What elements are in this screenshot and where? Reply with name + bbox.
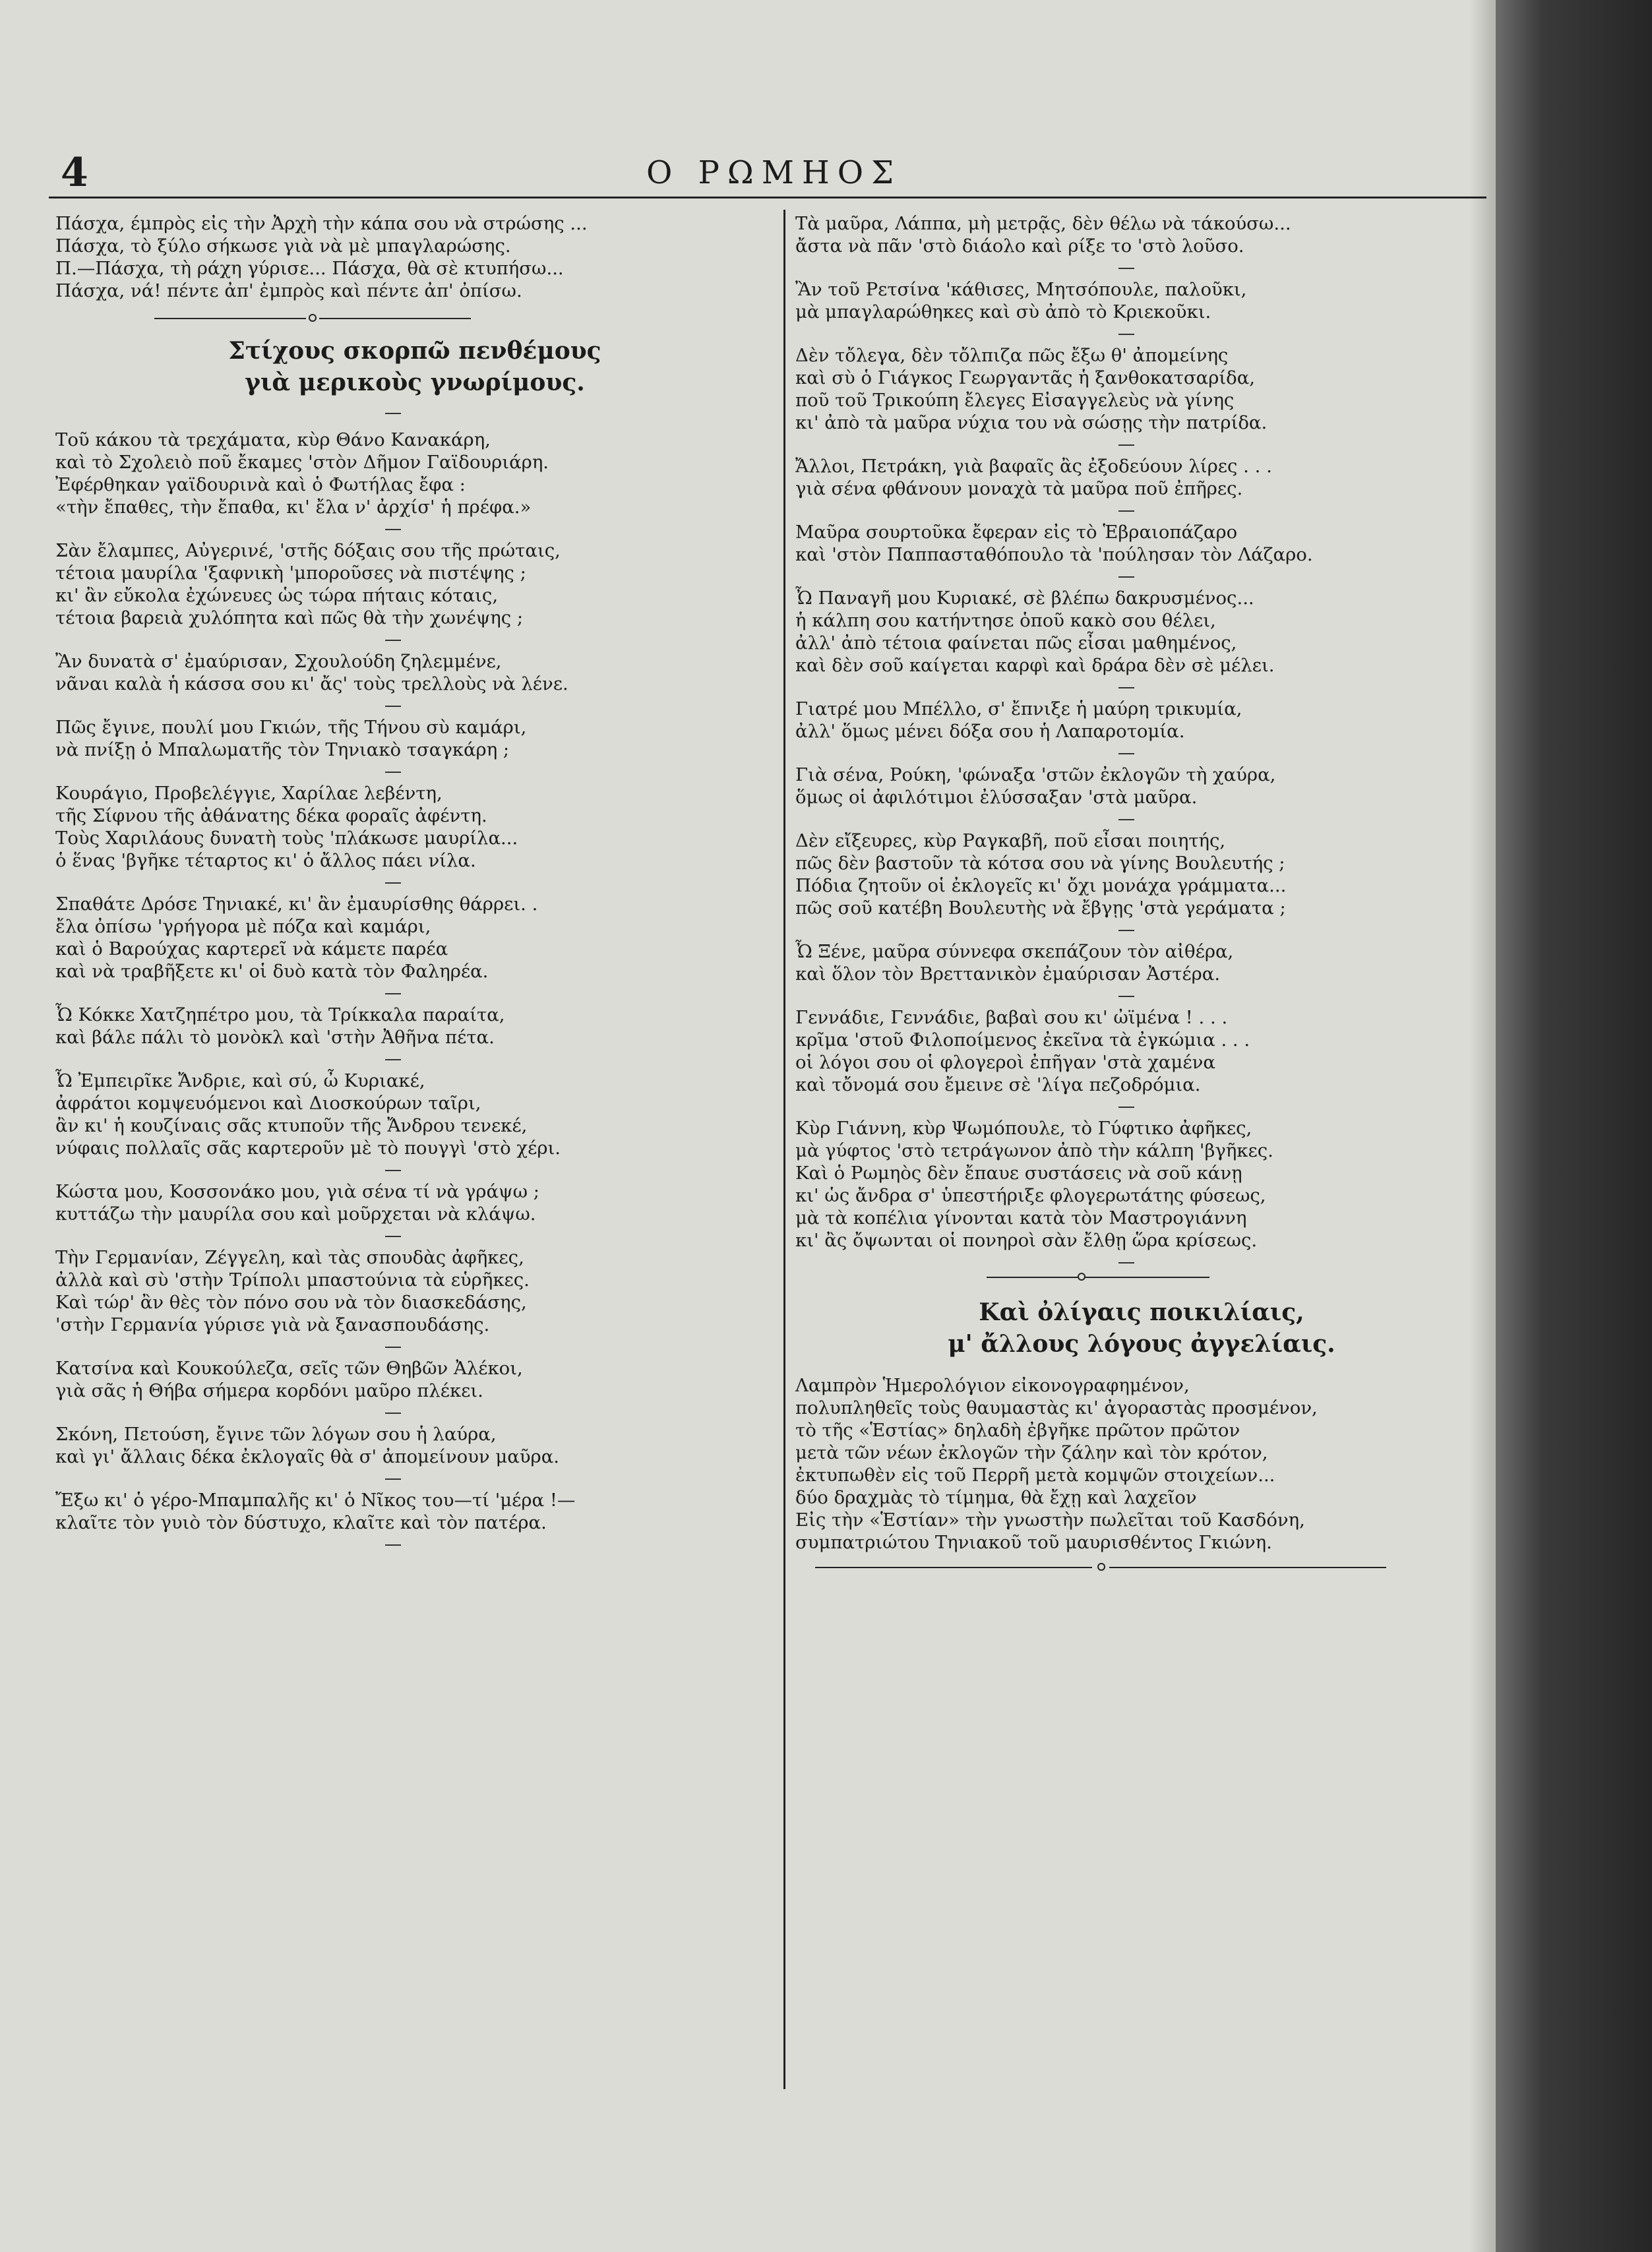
left-stanzas: [55, 429, 774, 1546]
text-line: Εἰς τὴν «Ἑστίαν» τὴν γνωστὴν πωλεῖται τοῦ Κασδόνη,: [795, 1509, 1305, 1531]
stanza: [55, 1180, 774, 1225]
text-line: ἔλα ὀπίσω 'γρήγορα μὲ πόζα καὶ καμάρι,: [55, 916, 431, 937]
text-line: Μαῦρα σουρτοῦκα ἔφεραν εἰς τὸ Ἑβραιοπάζαρο: [795, 522, 1238, 543]
stanza-separator: [385, 1478, 401, 1480]
stanza-separator: [385, 993, 401, 994]
text-line: Πόδια ζητοῦν οἱ ἐκλογεῖς κι' ὄχι μονάχα γράμματα...: [795, 875, 1287, 896]
text-line: τῆς Σίφνου τῆς ἀθάνατης δέκα φοραῖς ἀφέντη.: [55, 805, 487, 826]
text-line: ἀλλ' ὅμως μένει δόξα σου ἡ Λαπαροτομία.: [795, 721, 1185, 742]
text-line: τέτοια βαρειὰ χυλόπητα καὶ πῶς θὰ τὴν χωνέψης ;: [55, 607, 524, 628]
advertisement-title: Καὶ ὀλίγαις ποικιλίαις,: [979, 1298, 1304, 1326]
stanza: [55, 1423, 774, 1468]
text-line: Πάσχα, νά! πέντε ἀπ' ἐμπρὸς καὶ πέντε ἀπ' ὀπίσω.: [55, 280, 522, 301]
stanza-separator: [1118, 576, 1134, 578]
stanza-separator: [385, 1413, 401, 1414]
stanza: [55, 539, 774, 629]
stanza-separator: [385, 772, 401, 773]
advertisement-subtitle: μ' ἄλλους λόγους ἀγγελίαις.: [948, 1330, 1335, 1358]
column-divider: [783, 210, 785, 2089]
poem-subtitle: γιὰ μερικοὺς γνωρίμους.: [245, 369, 585, 396]
stanza: [55, 782, 774, 872]
text-line: μετὰ τῶν νέων ἐκλογῶν τὴν ζάλην καὶ τὸν κρότον,: [795, 1442, 1268, 1463]
stanza: [795, 698, 1488, 743]
text-line: ποῦ τοῦ Τρικούπη ἔλεγες Εἰσαγγελεὺς νὰ γίνης: [795, 390, 1235, 411]
text-line: Σπαθάτε Δρόσε Τηνιακέ, κι' ἂν ἐμαυρίσθης θάρρει. .: [55, 894, 538, 915]
section-dash: [385, 413, 401, 414]
text-line: νύφαις πολλαῖς σᾶς καρτεροῦν μὲ τὸ πουγγὶ 'στὸ χέρι.: [55, 1138, 561, 1159]
stanza-separator: [385, 1236, 401, 1237]
text-line: καὶ δὲν σοῦ καίγεται καρφὶ καὶ δράρα δὲν σὲ μέλει.: [795, 655, 1275, 676]
text-line: κι' ἂς ὄψωνται οἱ πονηροὶ σὰν ἔλθῃ ὥρα κρίσεως.: [795, 1230, 1258, 1251]
stanza: [55, 1004, 774, 1049]
text-line: Κουράγιο, Προβελέγγιε, Χαρίλαε λεβέντη,: [55, 783, 443, 804]
text-line: καὶ βάλε πάλι τὸ μονὸκλ καὶ 'στὴν Ἀθῆνα πέτα.: [55, 1027, 495, 1048]
text-line: Ὦ Κόκκε Χατζηπέτρο μου, τὰ Τρίκκαλα παραίτα,: [55, 1004, 505, 1025]
text-line: ἀφράτοι κομψευόμενοι καὶ Διοσκούρων ταῖρι,: [55, 1093, 481, 1114]
stanza-separator: [1118, 930, 1134, 931]
text-line: Λαμπρὸν Ἡμερολόγιον εἰκονογραφημένον,: [795, 1375, 1190, 1396]
text-line: Σκόνη, Πετούση, ἔγινε τῶν λόγων σου ἡ λαύρα,: [55, 1424, 497, 1445]
stanza: [795, 212, 1488, 257]
stanza-separator: [385, 1347, 401, 1348]
stanza-separator: [1118, 687, 1134, 688]
text-line: κρῖμα 'στοῦ Φιλοποίμενος ἐκεῖνα τὰ ἐγκώμια . . .: [795, 1029, 1250, 1050]
text-line: 'στὴν Γερμανία γύρισε γιὰ νὰ ξανασπουδάσης.: [55, 1314, 490, 1335]
text-line: Πάσχα, έμπρὸς εἰς τὴν Ἀρχὴ τὴν κάπα σου νὰ στρώσης ...: [55, 213, 588, 234]
stanza-separator: [1118, 1262, 1134, 1263]
text-line: μὰ μπαγλαρώθηκες καὶ σὺ ἀπὸ τὸ Κριεκοῦκι.: [795, 301, 1211, 322]
text-line: καὶ τὄνομά σου ἔμεινε σὲ 'λίγα πεζοδρόμια.: [795, 1074, 1201, 1095]
text-line: ἄστα νὰ πᾶν 'στὸ διάολο καὶ ρίξε το 'στὸ λοῦσο.: [795, 235, 1244, 257]
text-line: μὰ τὰ κοπέλια γίνονται κατὰ τὸν Μαστρογιάννη: [795, 1207, 1247, 1229]
text-line: «τὴν ἔπαθες, τὴν ἔπαθα, κι' ἔλα ν' ἀρχίσ' ἡ πρέφα.»: [55, 497, 532, 518]
text-line: Κατσίνα καὶ Κουκούλεζα, σεῖς τῶν Θηβῶν Ἀλέκοι,: [55, 1358, 523, 1379]
stanza: [795, 521, 1488, 566]
text-line: Ἐφέρθηκαν γαϊδουρινὰ καὶ ὁ Φωτήλας ἔφα :: [55, 474, 466, 495]
text-line: Σὰν ἔλαμπες, Αὐγερινέ, 'στῆς δόξαις σου τῆς πρώταις,: [55, 540, 561, 561]
stanza: [55, 1070, 774, 1159]
stanza-separator: [385, 1544, 401, 1546]
stanza: [795, 455, 1488, 500]
text-line: Γιατρέ μου Μπέλλο, σ' ἔπνιξε ἡ μαύρη τρικυμία,: [795, 698, 1242, 719]
text-line: κυττάζω τὴν μαυρίλα σου καὶ μοῦρχεται νὰ κλάψω.: [55, 1203, 536, 1225]
ornament-divider: [55, 311, 774, 326]
text-line: Ὦ Ξένε, μαῦρα σύννεφα σκεπάζουν τὸν αἰθέρα,: [795, 941, 1234, 962]
text-line: Τοὺς Χαριλάους δυνατὴ τοὺς 'πλάκωσε μαυρίλα...: [55, 828, 518, 849]
text-line: ὅμως οἱ ἀφιλότιμοι ἐλύσσαξαν 'στὰ μαῦρα.: [795, 787, 1198, 808]
text-line: Ἔξω κι' ὁ γέρο-Μπαμπαλῆς κι' ὁ Νῖκος του—τί 'μέρα !—: [55, 1490, 576, 1511]
stanza: [795, 344, 1488, 434]
text-line: νᾶναι καλὰ ἡ κάσσα σου κι' ἄς' τοὺς τρελλοὺς νὰ λένε.: [55, 673, 568, 694]
text-line: Δὲν εἴξευρες, κὺρ Ραγκαβῆ, ποῦ εἶσαι ποιητής,: [795, 830, 1226, 851]
text-line: Ἄλλοι, Πετράκη, γιὰ βαφαῖς ἂς ἐξοδεύουν λίρες . . .: [795, 456, 1272, 477]
text-line: Γεννάδιε, Γεννάδιε, βαβαὶ σου κι' ὠϊμένα ! . . .: [795, 1007, 1228, 1028]
text-line: ἐκτυπωθὲν εἰς τοῦ Περρῆ μετὰ κομψῶν στοιχείων...: [795, 1465, 1275, 1486]
text-line: καὶ γι' ἄλλαις δέκα ἐκλογαῖς θὰ σ' ἀπομείνουν μαῦρα.: [55, 1446, 560, 1467]
text-line: Ὦ Ἐμπειρῖκε Ἄνδριε, καὶ σύ, ὦ Κυριακέ,: [55, 1070, 425, 1091]
text-line: Π.—Πάσχα, τὴ ράχη γύρισε... Πάσχα, θὰ σὲ κτυπήσω...: [55, 258, 564, 279]
stanza-separator: [1118, 1107, 1134, 1108]
text-line: καὶ τὸ Σχολειὸ ποῦ ἔκαμες 'στὸν Δῆμον Γαϊδουριάρη.: [55, 452, 549, 473]
stanza: [795, 764, 1488, 808]
stanza: [795, 830, 1488, 919]
text-line: καὶ νὰ τραβῆξετε κι' οἱ δυὸ κατὰ τὸν Φαληρέα.: [55, 961, 489, 982]
header-rule: [49, 197, 1486, 198]
stanza-separator: [385, 640, 401, 641]
text-line: Πάσχα, τὸ ξύλο σήκωσε γιὰ νὰ μὲ μπαγλαρώσης.: [55, 235, 511, 257]
text-line: Τὰ μαῦρα, Λάππα, μὴ μετρᾷς, δὲν θέλω νὰ τάκούσω...: [795, 213, 1291, 234]
text-line: νὰ πνίξῃ ὁ Μπαλωματῆς τὸν Τηνιακὸ τσαγκάρη ;: [55, 739, 510, 760]
text-line: Κὺρ Γιάννη, κὺρ Ψωμόπουλε, τὸ Γύφτικο ἀφῆκες,: [795, 1118, 1252, 1139]
stanza-separator: [385, 1059, 401, 1060]
text-line: Τὴν Γερμανίαν, Ζέγγελη, καὶ τὰς σπουδὰς ἀφῆκες,: [55, 1247, 524, 1268]
stanza-separator: [1118, 753, 1134, 754]
text-line: Καὶ τώρ' ἂν θὲς τὸν πόνο σου νὰ τὸν διασκεδάσης,: [55, 1292, 527, 1313]
right-stanzas: [795, 212, 1488, 1263]
text-line: τὸ τῆς «Ἑστίας» δηλαδὴ ἐβγῆκε πρῶτον πρῶτον: [795, 1420, 1240, 1441]
stanza: [55, 1489, 774, 1534]
text-line: τέτοια μαυρίλα 'ξαφνικὴ 'μποροῦσες νὰ πιστέψης ;: [55, 563, 526, 584]
text-line: ἀλλὰ καὶ σὺ 'στὴν Τρίπολι μπαστούνια τὰ εὑρῆκες.: [55, 1269, 530, 1291]
text-line: καὶ 'στὸν Παππασταθόπουλο τὰ 'πούλησαν τὸν Λάζαρο.: [795, 544, 1313, 565]
left-column: [55, 212, 774, 1555]
stanza: [795, 1006, 1488, 1096]
text-line: Τοῦ κάκου τὰ τρεχάματα, κὺρ Θάνο Κανακάρη,: [55, 429, 491, 450]
stanza: [795, 1117, 1488, 1252]
text-line: Καὶ ὁ Ρωμηὸς δὲν ἔπαυε συστάσεις νὰ σοῦ κάνῃ: [795, 1163, 1242, 1184]
stanza-separator: [385, 882, 401, 884]
text-line: Δὲν τὄλεγα, δὲν τὄλπιζα πῶς ἔξω θ' ἀπομείνης: [795, 345, 1229, 366]
stanza: [795, 278, 1488, 323]
text-line: πῶς σοῦ κατέβη Βουλευτὴς νὰ ἔβγῃς 'στὰ γεράματα ;: [795, 898, 1286, 919]
text-line: ἡ κάλπη σου κατήντησε ὁποῦ κακὸ σου θέλει,: [795, 610, 1216, 631]
text-line: καὶ ὁ Βαρούχας καρτερεῖ νὰ κάμετε παρέα: [55, 938, 448, 959]
text-line: κι' ἂν εὔκολα ἐχώνευες ὡς τώρα πήταις κόταις,: [55, 585, 499, 606]
stanza-separator: [1118, 819, 1134, 820]
text-line: Ἂν δυνατὰ σ' ἐμαύρισαν, Σχουλούδη ζηλεμμένε,: [55, 651, 502, 672]
text-line: πολυπληθεῖς τοὺς θαυμαστὰς κι' ἀγοραστὰς προσμένον,: [795, 1397, 1318, 1418]
stanza: [55, 1357, 774, 1402]
text-line: μὰ γύφτος 'στὸ τετράγωνον ἀπὸ τὴν κάλπη 'βγῆκες.: [795, 1140, 1273, 1161]
text-line: Γιὰ σένα, Ρούκη, 'φώναξα 'στῶν ἐκλογῶν τὴ χαύρα,: [795, 764, 1276, 785]
stanza: [795, 940, 1488, 985]
text-line: συμπατριώτου Τηνιακοῦ τοῦ μαυρισθέντος Γκιώνη.: [795, 1532, 1272, 1553]
text-line: κλαῖτε τὸν γυιὸ τὸν δύστυχο, κλαῖτε καὶ τὸν πατέρα.: [55, 1512, 547, 1533]
text-line: καὶ σὺ ὁ Γιάγκος Γεωργαντᾶς ἡ ξανθοκατσαρίδα,: [795, 367, 1256, 388]
stanza-separator: [385, 706, 401, 707]
masthead: Ο ΡΩΜΗΟΣ: [646, 154, 902, 191]
stanza: [55, 716, 774, 761]
text-line: Κώστα μου, Κοσσονάκο μου, γιὰ σένα τί νὰ γράψω ;: [55, 1181, 540, 1202]
stanza-separator: [385, 529, 401, 530]
stanza-separator: [1118, 510, 1134, 512]
text-line: γιὰ σᾶς ἡ Θήβα σήμερα κορδόνι μαῦρο πλέκει.: [55, 1380, 483, 1401]
intro-stanza: [55, 212, 774, 302]
stanza-separator: [1118, 334, 1134, 335]
right-column: [795, 212, 1488, 1587]
stanza: [55, 893, 774, 983]
stanza-separator: [1118, 268, 1134, 269]
text-line: Ἂν τοῦ Ρετσίνα 'κάθισες, Μητσόπουλε, παλοῦκι,: [795, 279, 1247, 300]
poem-title: Στίχους σκορπῶ πενθέμους: [228, 337, 601, 365]
text-line: κι' ἀπὸ τὰ μαῦρα νύχια του νὰ σώσῃς τὴν πατρίδα.: [795, 412, 1268, 433]
text-line: καὶ ὅλον τὸν Βρεττανικὸν ἐμαύρισαν Ἀστέρα.: [795, 963, 1221, 985]
text-line: Πῶς ἔγινε, πουλί μου Γκιών, τῆς Τήνου σὺ καμάρι,: [55, 717, 527, 738]
stanza: [55, 429, 774, 518]
text-line: γιὰ σένα φθάνουν μοναχὰ τὰ μαῦρα ποῦ ἐπῆρες.: [795, 478, 1243, 499]
page-number: 4: [61, 150, 88, 196]
text-line: Ὦ Παναγῆ μου Κυριακέ, σὲ βλέπω δακρυσμένος...: [795, 588, 1254, 609]
text-line: ἀλλ' ἀπὸ τέτοια φαίνεται πῶς εἶσαι μαθημένος,: [795, 632, 1237, 654]
stanza: [55, 1246, 774, 1336]
ornament-divider: [795, 1270, 1488, 1285]
stanza: [795, 587, 1488, 677]
text-line: ὁ ἕνας 'βγῆκε τέταρτος κι' ὁ ἄλλος πάει νίλα.: [55, 850, 476, 871]
stanza-separator: [385, 1170, 401, 1171]
stanza-separator: [1118, 996, 1134, 997]
text-line: οἱ λόγοι σου οἱ φλογεροὶ ἐπῆγαν 'στὰ χαμένα: [795, 1052, 1215, 1073]
text-line: πῶς δὲν βαστοῦν τὰ κότσα σου νὰ γίνης Βουλευτής ;: [795, 853, 1285, 874]
ornament-divider: [795, 1560, 1488, 1575]
page-edge-shadow: [1496, 0, 1652, 2252]
advertisement-text: [795, 1374, 1488, 1554]
text-line: ἂν κι' ἡ κουζίναις σᾶς κτυποῦν τῆς Ἄνδρου τενεκέ,: [55, 1115, 528, 1136]
stanza: [55, 650, 774, 695]
text-line: δύο δραχμὰς τὸ τίμημα, θὰ ἔχῃ καὶ λαχεῖον: [795, 1487, 1197, 1508]
text-line: κι' ὡς ἄνδρα σ' ὑπεστήριξε φλογερωτάτης φύσεως,: [795, 1185, 1266, 1206]
stanza-separator: [1118, 444, 1134, 446]
